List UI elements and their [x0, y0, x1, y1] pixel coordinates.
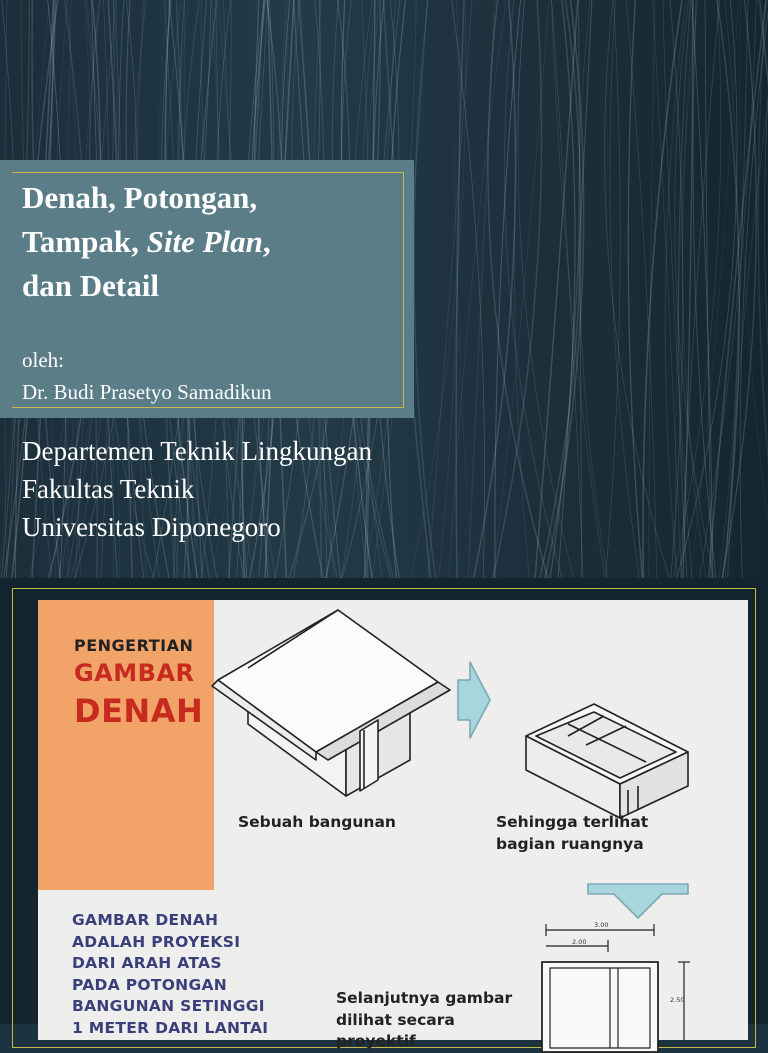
description-line: DARI ARAH ATAS [72, 954, 222, 972]
dimension-label-2: 2.00 [572, 938, 587, 946]
heading-pengertian: PENGERTIAN [74, 636, 194, 655]
presentation-title [22, 176, 402, 308]
description-line: 1 METER DARI LANTAI [72, 1018, 269, 1037]
description-line: BANGUNAN SETINGGI [72, 997, 265, 1015]
denah-description [72, 910, 272, 1039]
institution-faculty: Fakultas Teknik [22, 474, 195, 504]
arrow-down-icon [588, 884, 688, 918]
house-illustration [212, 610, 450, 796]
floor-plan-box-illustration [526, 704, 688, 818]
institution-department: Departemen Teknik Lingkungan [22, 436, 373, 466]
title-line-3: dan Detail [22, 268, 159, 303]
arrow-right-icon [458, 662, 490, 738]
author-name: Dr. Budi Prasetyo Samadikun [22, 380, 272, 404]
description-line: PADA POTONGAN [72, 975, 228, 994]
caption-building: Sebuah bangunan [238, 813, 396, 831]
title-line-1: Denah, Potongan, [22, 180, 258, 215]
dimension-label-3: 3.00 [594, 921, 609, 929]
caption-rooms [496, 812, 648, 855]
caption-rooms-line-1: Sehingga terlihat [496, 813, 649, 831]
plan-dimension-drawing [542, 924, 690, 1052]
description-line: GAMBAR DENAH [72, 911, 219, 929]
title-line-2 [22, 220, 402, 264]
description-line: ADALAH PROYEKSI [72, 932, 241, 951]
dimension-label-250: 2.50 [670, 996, 685, 1004]
content-slide [0, 578, 768, 1050]
illustration-panel [38, 600, 748, 1050]
author-block [22, 344, 272, 408]
caption-next-line-1: Selanjutnya gambar [336, 989, 513, 1007]
title-comma: , [262, 224, 271, 259]
institution-block [22, 432, 372, 546]
caption-next [336, 988, 536, 1053]
heading-denah: DENAH [74, 692, 204, 730]
title-site-plan: Site Plan [146, 224, 263, 259]
institution-university: Universitas Diponegoro [22, 512, 281, 542]
heading-gambar: GAMBAR [74, 659, 195, 687]
caption-next-line-2: dilihat secara proyektif [336, 1010, 455, 1050]
author-label: oleh: [22, 348, 64, 372]
title-line-2-text: Tampak, [22, 224, 147, 259]
caption-rooms-line-2: bagian ruangnya [496, 834, 644, 853]
